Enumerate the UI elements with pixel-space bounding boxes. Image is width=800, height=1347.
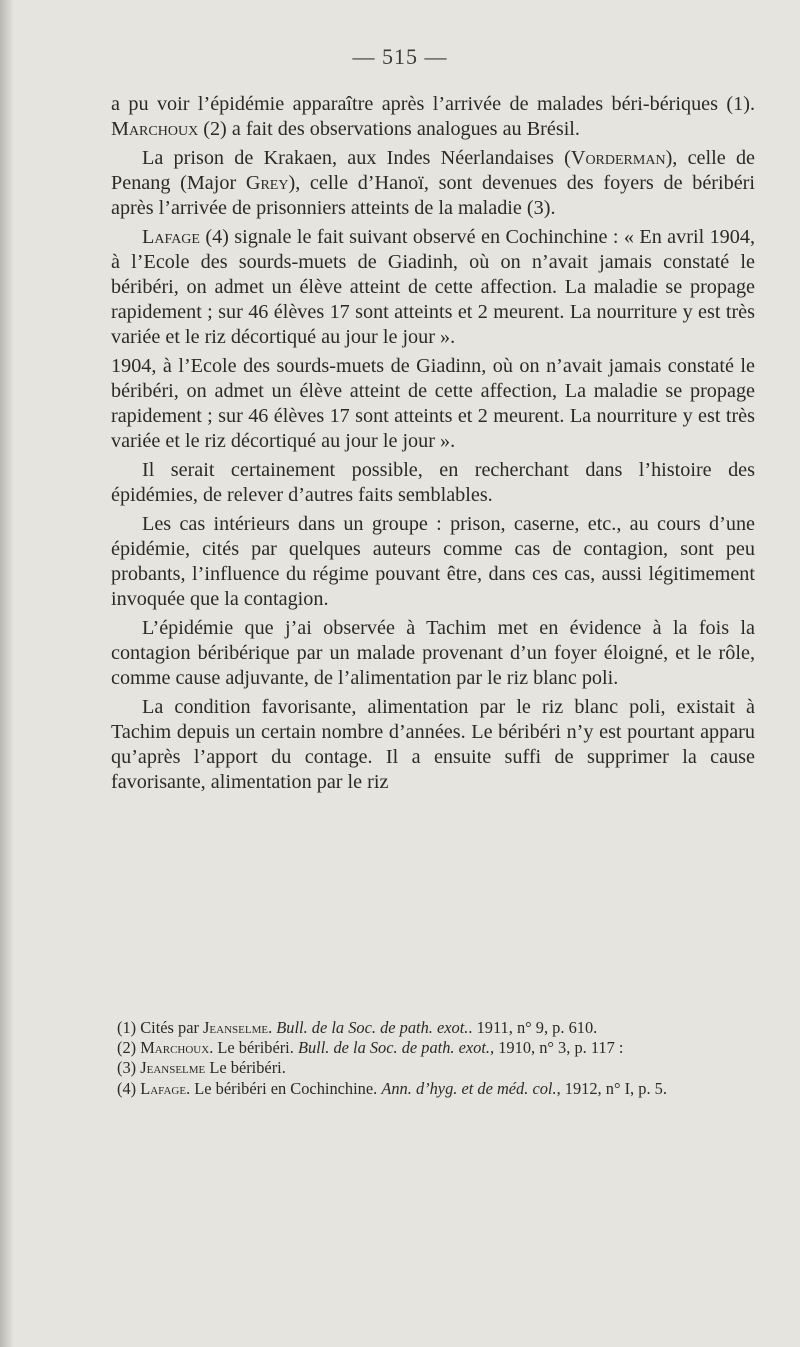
book-spine-shadow [0,0,14,1347]
author-name: Vorderman [570,147,666,169]
paragraph-4: 1904, à l’Ecole des sourds-muets de Giadinn, où on n’avait jamais constaté le béribéri, on admet un élève atteint de cette affection, La maladie se propage rapidement ; sur 46 élèves 17 sont atteints et 2 meurent. La nourriture y est très variée et le riz décortiqué au jour le jour ». [111,355,755,452]
author-name: Lafage [142,226,200,248]
paragraph-7: L’épidémie que j’ai observée à Tachim met en évidence à la fois la contagion béribérique par un malade provenant d’un foyer éloigné, et le rôle, comme cause adjuvante, de l’alimentation par le riz blanc poli. [111,617,755,689]
journal-title: Bull. de la Soc. de path. exot. [297,1038,491,1058]
text-run: . [268,1018,277,1037]
text-run: . Le béribéri. [209,1038,298,1058]
text-run: (2) a fait des observations analogues au Brésil. [198,118,580,140]
footnote-3 [102,1058,752,1078]
text-run: (4) [117,1078,141,1098]
text-run: La prison de Krakaen, aux Indes Néerlandaises ( [142,147,571,169]
footnote-2 [102,1038,752,1058]
author-name: Marchoux [140,1038,210,1058]
footnote-4 [102,1079,752,1099]
journal-title: Bull. de la Soc. de path. exot. [276,1018,469,1037]
text-run: . 1911, n° 9, p. 610. [468,1018,598,1037]
author-name: Marchoux [111,118,199,140]
author-name: Jeanselme [203,1018,269,1037]
page-number: — 515 — [352,44,448,69]
text-run: , 1912, n° I, p. 5. [556,1078,667,1098]
text-run: Le béribéri. [205,1058,286,1078]
text-run: ), celle d’Hanoï, sont devenues des foyers de béribéri après l’arrivée de prisonniers atteints de la maladie (3). [111,172,755,219]
journal-title: Ann. d’hyg. et de méd. col. [381,1078,557,1098]
paragraph-8: La condition favorisante, alimentation par le riz blanc poli, existait à Tachim depuis un certain nombre d’années. Le béribéri n’y est pourtant apparu qu’après l’apport du contage. Il a ensuite suffi de supprimer la cause favorisante, alimentation par le riz [111,696,755,793]
body-text [111,92,755,799]
text-run: ), celle de Penang (Major [111,147,756,194]
paragraph-1 [111,92,755,142]
paragraph-5: Il serait certainement possible, en recherchant dans l’histoire des épidémies, de relever d’autres faits semblables. [111,459,755,506]
text-run: a pu voir l’épidémie apparaître après l’arrivée de malades béri-bériques (1). [111,93,755,115]
author-name: Jeanselme [140,1058,206,1078]
text-run: (2) [117,1038,141,1058]
paragraph-3 [111,225,755,350]
text-run: , 1910, n° 3, p. 117 : [490,1038,624,1058]
text-run: (4) signale le fait suivant observé en Cochinchine : « En avril 1904, à l’Ecole des sourds-muets de Giadinh, où on n’avait jamais constaté le béribéri, on admet un élève atteint de cette affection. La maladie se propage rapidement ; sur 46 élèves 17 sont atteints et 2 meurent. La nourriture y est très variée et le riz décortiqué au jour le jour ». [111,226,755,348]
paragraph-2 [111,146,755,221]
text-run: (1) Cités par [117,1018,204,1037]
footnote-1 [102,1018,752,1038]
text-run: . Le béribéri en Cochinchine. [186,1078,382,1098]
paragraph-6: Les cas intérieurs dans un groupe : prison, caserne, etc., au cours d’une épidémie, cités par quelques auteurs comme cas de contagion, sont peu probants, l’influence du régime pouvant être, dans ces cas, aussi légitimement invoquée que la contagion. [111,513,755,610]
author-name: Lafage [140,1078,187,1098]
text-run: (3) [117,1058,141,1078]
author-name: Grey [245,172,289,194]
footnotes [102,1018,752,1099]
